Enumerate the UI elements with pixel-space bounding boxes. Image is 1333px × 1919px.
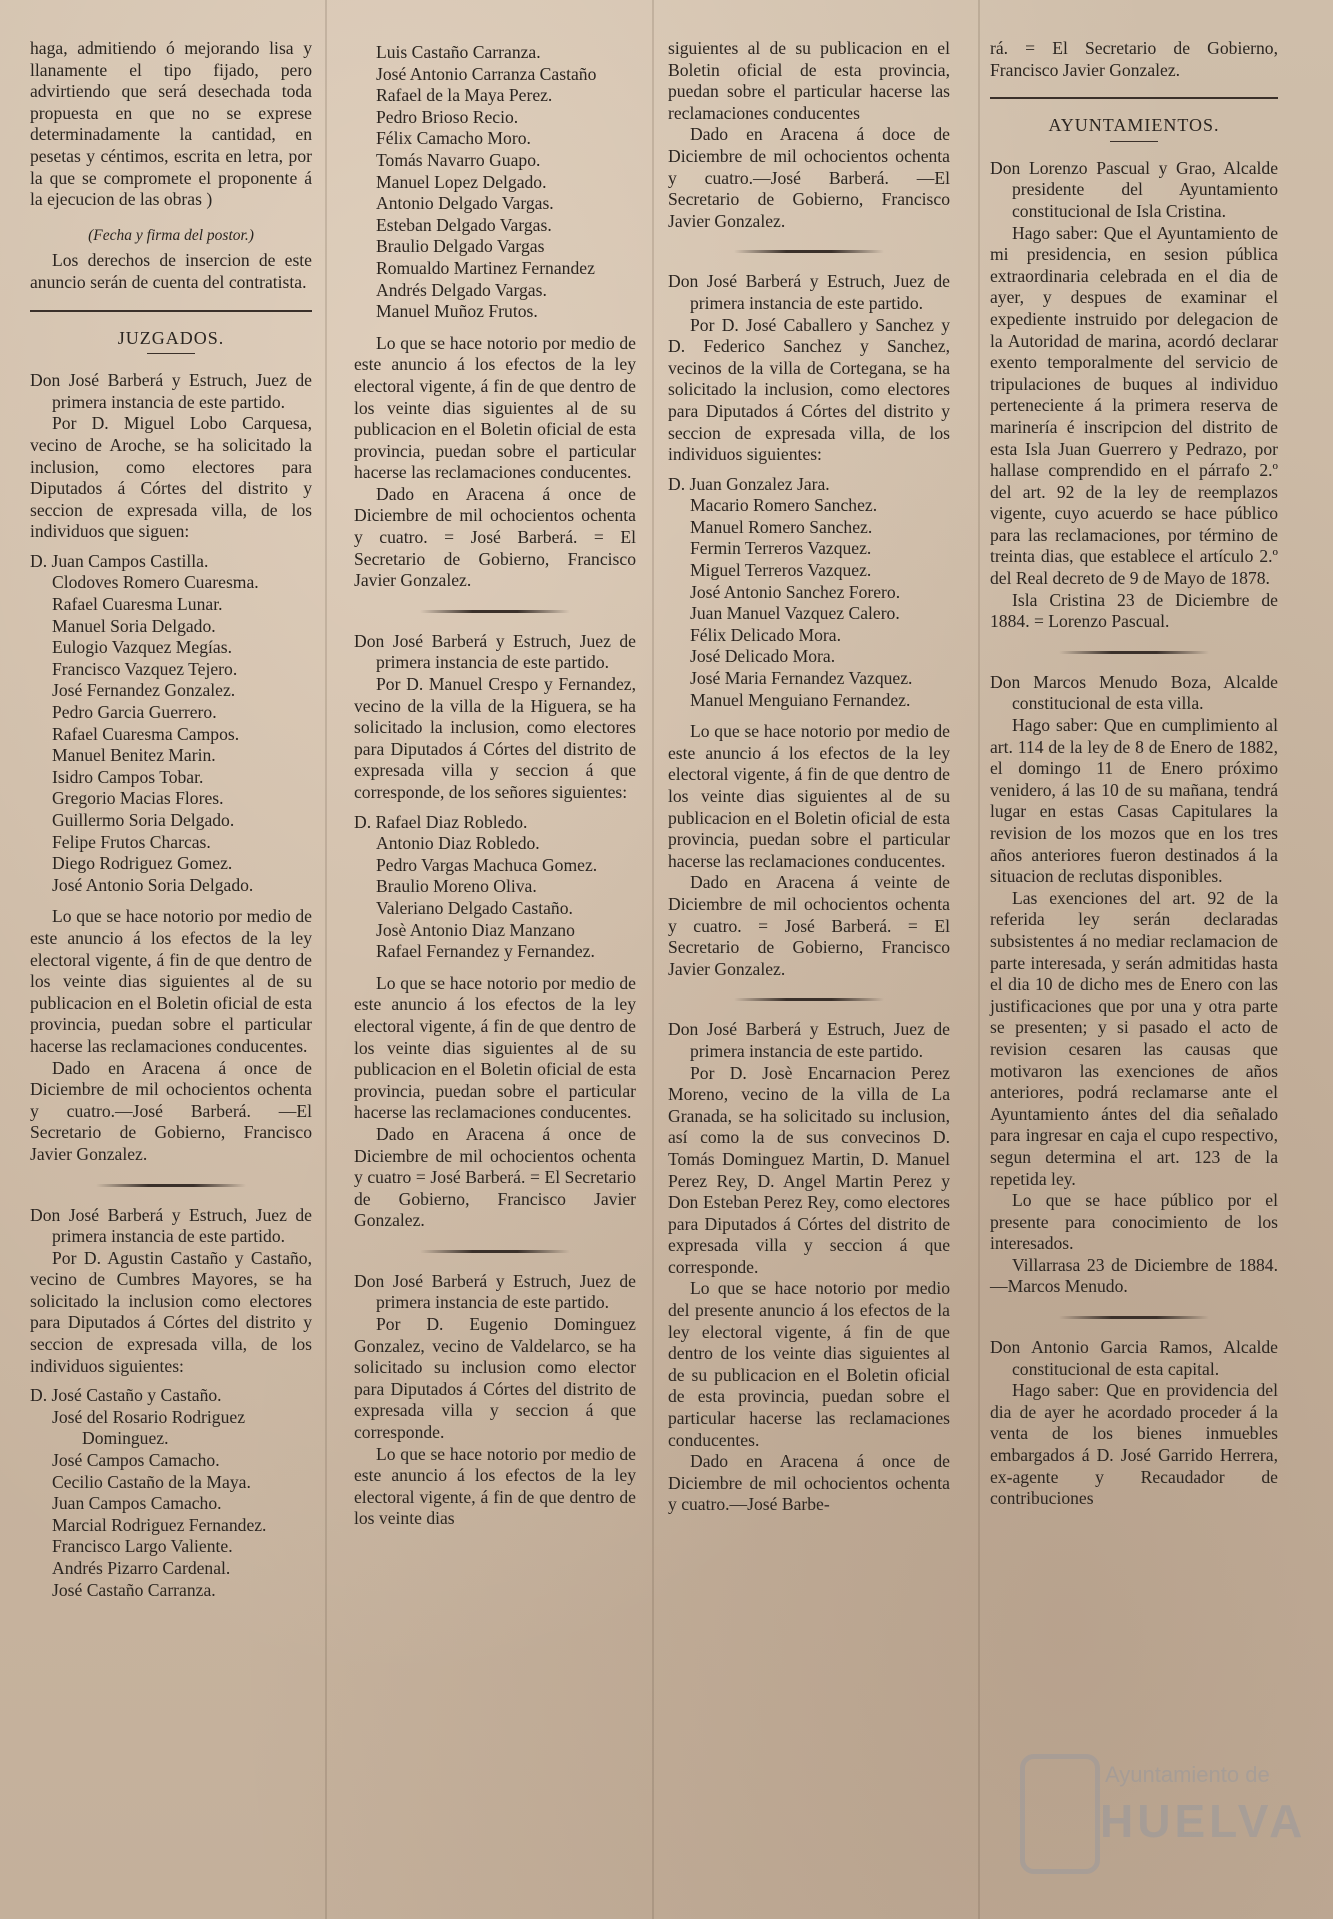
paragraph: Hago saber: Que el Ayuntamiento de mi presidencia, en sesion pública extraordinaria celebrada en el dia de ayer, y despues de examinar el expediente instruido por delegacion de la Autoridad de marina, acordó declarar exento temporalmente del servicio de tripulaciones de buques al individuo perteneciente á la primera reserva de marinería é inscripcion del distrito de esta Isla Juan Guerrero y Pedrazo, por hallase comprendido en el párrafo 2.º del art. 92 de la ley de reemplazos vigente, cuyo acuerdo se hace público para las reclamaciones, por término de treinta dias, que establece el artículo 2.º del Real decreto de 9 de Mayo de 1878.: [990, 222, 1278, 589]
paragraph: Por D. Agustin Castaño y Castaño, vecino de Cumbres Mayores, se ha solicitado la inclusion como electores para Diputados á Córtes del distrito y seccion de expresada villa, de los individuos siguientes:: [30, 1247, 312, 1376]
list-item: José Campos Camacho.: [52, 1450, 220, 1471]
list-item: Manuel Benitez Marin.: [52, 745, 216, 766]
list-item: Pedro Brioso Recio.: [376, 106, 519, 127]
list-item: Luis Castaño Carranza.: [376, 42, 541, 62]
announcement-title: Don José Barberá y Estruch, Juez de primera instancia de este partido.: [30, 370, 312, 412]
date-line: Dado en Aracena á veinte de Diciembre de mil ochocientos ochenta y cuatro. = José Barberá. = El Secretario de Gobierno, Francisco Javier Gonzalez.: [668, 872, 950, 979]
column-divider: [978, 0, 980, 1919]
list-item: Eulogio Vazquez Megías.: [52, 637, 232, 658]
list-item: D. Juan Campos Castilla.: [30, 550, 209, 571]
list-item: Tomás Navarro Guapo.: [376, 149, 541, 170]
list-item: Isidro Campos Tobar.: [52, 766, 204, 787]
column-1: [30, 38, 312, 1611]
paragraph: Por D. Manuel Crespo y Fernandez, vecino de la villa de la Higuera, se ha solicitado la inclusion, como electores para Diputados á Córtes del distrito de expresada villa y seccion á que corresponde, de los señores siguientes:: [354, 674, 636, 802]
ornament-divider: [1059, 1316, 1209, 1319]
announcement-title: Don José Barberá y Estruch, Juez de primera instancia de este partido.: [354, 630, 636, 673]
paragraph: Lo que se hace notorio por medio de este anuncio á los efectos de la ley electoral vigente, á fin de que dentro de los veinte dias siguientes al de su publicacion en el Boletin oficial de esta provincia, puedan sobre el particular hacerse las reclamaciones conducentes.: [30, 906, 312, 1056]
ornament-divider: [1059, 651, 1209, 654]
name-list: [354, 812, 636, 963]
section-rule: [990, 97, 1278, 99]
list-item: Manuel Soria Delgado.: [52, 615, 216, 636]
column-2: [354, 38, 636, 1530]
list-item: D. Rafael Diaz Robledo.: [354, 811, 528, 832]
list-item: Felipe Frutos Charcas.: [52, 831, 211, 852]
paragraph: Lo que se hace público por el presente para conocimiento de los interesados.: [990, 1190, 1278, 1254]
name-list: [354, 42, 636, 323]
watermark-text-small: Ayuntamiento de: [1105, 1762, 1270, 1787]
paragraph: Hago saber: Que en cumplimiento al art. 114 de la ley de 8 de Enero de 1882, el domingo 11 de Enero próximo venidero, á las 10 de su mañana, tendrá lugar en estas Casas Capitulares la revision de los mozos que en los tres años anteriores fueron destinados á la situacion de reclutas disponibles.: [990, 715, 1278, 887]
list-item: José Delicado Mora.: [690, 646, 836, 667]
announcement-title: Don José Barberá y Estruch, Juez de primera instancia de este partido.: [668, 1019, 950, 1061]
list-item: Braulio Delgado Vargas: [376, 236, 545, 257]
paragraph: Lo que se hace notorio por medio de este anuncio á los efectos de la ley electoral vigente, á fin de que dentro de los veinte dias siguientes al de su publicacion en el Boletin oficial de esta provincia, puedan sobre el particular hacerse las reclamaciones conducentes.: [354, 972, 636, 1123]
list-item: Antonio Delgado Vargas.: [376, 193, 554, 214]
ornament-divider: [734, 998, 884, 1001]
paragraph: Lo que se hace notorio por medio de este anuncio á los efectos de la ley electoral vigente, á fin de que dentro de los veinte dias siguientes al de su publicacion en el Boletin oficial de esta provincia, puedan sobre el particular hacerse las reclamaciones conducentes.: [668, 721, 950, 871]
list-item: D. José Castaño y Castaño.: [30, 1385, 222, 1406]
list-item: Macario Romero Sanchez.: [690, 495, 878, 516]
list-item: José Fernandez Gonzalez.: [52, 680, 236, 701]
list-item: José Castaño Carranza.: [52, 1579, 216, 1600]
list-item: Romualdo Martinez Fernandez: [376, 257, 595, 278]
list-item: Gregorio Macias Flores.: [52, 788, 224, 809]
list-item: Rafael Cuaresma Lunar.: [52, 594, 223, 615]
announcement-title: Don José Barberá y Estruch, Juez de primera instancia de este partido.: [668, 271, 950, 313]
column-4: [990, 38, 1278, 1510]
column-divider: [652, 0, 654, 1919]
ornament-divider: [96, 1184, 246, 1187]
heading-underline: [1110, 141, 1158, 142]
list-item: José del Rosario Rodriguez: [52, 1406, 246, 1427]
paragraph: Por D. Eugenio Dominguez Gonzalez, vecino de Valdelarco, se ha solicitado su inclusion como elector para Diputados á Córtes del distrito de expresada villa y seccion á que corresponde.: [354, 1314, 636, 1443]
list-item: Juan Campos Camacho.: [52, 1493, 222, 1514]
list-item: Manuel Menguiano Fernandez.: [690, 689, 911, 710]
section-rule: [30, 310, 312, 312]
paragraph: rá. = El Secretario de Gobierno, Francisco Javier Gonzalez.: [990, 38, 1278, 80]
name-list: [668, 474, 950, 712]
list-item: Clodoves Romero Cuaresma.: [52, 572, 259, 593]
date-line: Isla Cristina 23 de Diciembre de 1884. = Lorenzo Pascual.: [990, 589, 1278, 632]
paragraph: haga, admitiendo ó mejorando lisa y llanamente el tipo fijado, pero advirtiendo que será desechada toda propuesta en que no se exprese determinadamente la cantidad, en pesetas y céntimos, escrita en letra, por la que se compromete el proponente á la ejecucion de las obras ): [30, 38, 312, 210]
announcement-title: Don Antonio Garcia Ramos, Alcalde constitucional de esta capital.: [990, 1337, 1278, 1379]
date-line: Dado en Aracena á doce de Diciembre de mil ochocientos ochenta y cuatro.—José Barberá. —El Secretario de Gobierno, Francisco Javier Gonzalez.: [668, 124, 950, 231]
list-item: Antonio Diaz Robledo.: [376, 833, 540, 854]
paragraph: Por D. Josè Encarnacion Perez Moreno, vecino de la villa de La Granada, se ha solicitado su inclusion, así como la de sus convecinos D. Tomás Dominguez Martin, D. Manuel Perez Rey, D. Angel Martin Perez y Don Esteban Perez Rey, como electores para Diputados á Córtes del distrito de expresada villa y seccion á que corresponde.: [668, 1062, 950, 1277]
list-item: Josè Antonio Diaz Manzano: [376, 919, 575, 940]
list-item: Valeriano Delgado Castaño.: [376, 897, 573, 918]
announcement-title: Don Marcos Menudo Boza, Alcalde constitucional de esta villa.: [990, 671, 1278, 714]
list-item: Pedro Garcia Guerrero.: [52, 702, 217, 723]
list-item: José Antonio Sanchez Forero.: [690, 581, 901, 602]
paragraph: Los derechos de insercion de este anuncio serán de cuenta del contratista.: [30, 250, 312, 292]
name-list: [30, 1385, 312, 1601]
announcement-title: Don José Barberá y Estruch, Juez de primera instancia de este partido.: [354, 1270, 636, 1313]
list-item: Juan Manuel Vazquez Calero.: [690, 603, 900, 624]
list-item: Manuel Muñoz Frutos.: [376, 301, 538, 322]
column-3: [668, 38, 950, 1516]
paragraph: Hago saber: Que en providencia del dia de ayer he acordado proceder á la venta de los bienes inmuebles embargados á D. José Garrido Herrera, ex-agente y Recaudador de contribuciones: [990, 1380, 1278, 1509]
list-item: Fermin Terreros Vazquez.: [690, 538, 872, 559]
list-item: José Maria Fernandez Vazquez.: [690, 668, 913, 689]
column-divider: [325, 0, 327, 1919]
paragraph: Las exenciones del art. 92 de la referida ley serán declaradas subsistentes á no mediar reclamacion de parte interesada, y serán admitidas hasta el dia 10 de dicho mes de Enero con las justificaciones que por una y otra parte se presenten; y si pasado el acto de revision cesaren las causas que motivaron las exenciones de años anteriores, podrá reclamarse ante el Ayuntamiento ántes del dia señalado para ingresar en caja el cupo respectivo, segun determina el art. 123 de la repetida ley.: [990, 887, 1278, 1189]
announcement-title: Don Lorenzo Pascual y Grao, Alcalde presidente del Ayuntamiento constitucional de Isla Cristina.: [990, 157, 1278, 221]
list-item: Braulio Moreno Oliva.: [376, 876, 537, 897]
ornament-divider: [734, 250, 884, 253]
date-line: Dado en Aracena á once de Diciembre de mil ochocientos ochenta y cuatro. = José Barberá. = El Secretario de Gobierno, Francisco Javier Gonzalez.: [354, 483, 636, 591]
list-item: Marcial Rodriguez Fernandez.: [52, 1514, 267, 1535]
ornament-divider: [420, 1250, 570, 1253]
archive-watermark: [1020, 1750, 1320, 1890]
date-line: Dado en Aracena á once de Diciembre de mil ochocientos ochenta y cuatro.—José Barbe-: [668, 1451, 950, 1515]
list-item: Manuel Lopez Delgado.: [376, 171, 547, 192]
name-list: [30, 551, 312, 897]
paragraph: Por D. Miguel Lobo Carquesa, vecino de Aroche, se ha solicitado la inclusion, como electores para Diputados á Córtes del distrito y seccion de expresada villa, de los individuos que siguen:: [30, 413, 312, 542]
list-item: Dominguez.: [82, 1428, 169, 1449]
heading-underline: [147, 353, 195, 354]
paragraph: Por D. José Caballero y Sanchez y D. Federico Sanchez y Sanchez, vecinos de la villa de Cortegana, se ha solicitado la inclusion, como electores para Diputados á Córtes del distrito y seccion de expresada villa, de los individuos siguientes:: [668, 314, 950, 465]
paragraph: Lo que se hace notorio por medio de este anuncio á los efectos de la ley electoral vigente, á fin de que dentro de los veinte dias: [354, 1443, 636, 1529]
paragraph: Lo que se hace notorio por medio de este anuncio á los efectos de la ley electoral vigente, á fin de que dentro de los veinte dias siguientes al de su publicacion en el Boletin oficial de esta provincia, puedan sobre el particular hacerse las reclamaciones conducentes.: [354, 332, 636, 483]
list-item: D. Juan Gonzalez Jara.: [668, 473, 830, 494]
list-item: Rafael Cuaresma Campos.: [52, 723, 240, 744]
list-item: José Antonio Carranza Castaño: [376, 63, 597, 84]
list-item: Rafael Fernandez y Fernandez.: [376, 941, 595, 962]
list-item: Manuel Romero Sanchez.: [690, 516, 873, 537]
list-item: Rafael de la Maya Perez.: [376, 85, 553, 106]
list-item: José Antonio Soria Delgado.: [52, 874, 254, 895]
list-item: Diego Rodriguez Gomez.: [52, 853, 233, 874]
date-line: Dado en Aracena á once de Diciembre de mil ochocientos ochenta y cuatro = José Barberá. = El Secretario de Gobierno, Francisco Javier Gonzalez.: [354, 1123, 636, 1231]
list-item: Guillermo Soria Delgado.: [52, 810, 235, 830]
list-item: Félix Delicado Mora.: [690, 624, 841, 645]
date-line: Dado en Aracena á once de Diciembre de mil ochocientos ochenta y cuatro.—José Barberá. —El Secretario de Gobierno, Francisco Javier Gonzalez.: [30, 1057, 312, 1164]
watermark-text-big: HUELVA: [1100, 1795, 1307, 1847]
ornament-divider: [420, 610, 570, 613]
signature-note: (Fecha y firma del postor.): [88, 226, 254, 244]
list-item: Pedro Vargas Machuca Gomez.: [376, 854, 598, 875]
list-item: Esteban Delgado Vargas.: [376, 214, 552, 235]
list-item: Miguel Terreros Vazquez.: [690, 560, 872, 581]
list-item: Andrés Delgado Vargas.: [376, 279, 547, 300]
section-heading: JUZGADOS.: [117, 327, 225, 348]
date-line: Villarrasa 23 de Diciembre de 1884.—Marcos Menudo.: [990, 1254, 1278, 1297]
list-item: Andrés Pizarro Cardenal.: [52, 1558, 231, 1578]
list-item: Cecilio Castaño de la Maya.: [52, 1471, 251, 1492]
announcement-title: Don José Barberá y Estruch, Juez de primera instancia de este partido.: [30, 1204, 312, 1247]
paragraph: siguientes al de su publicacion en el Boletin oficial de esta provincia, puedan sobre el particular hacerse las reclamaciones conducentes: [668, 38, 950, 123]
list-item: Francisco Vazquez Tejero.: [52, 658, 238, 679]
list-item: Félix Camacho Moro.: [376, 128, 531, 149]
seal-icon: [1020, 1754, 1100, 1874]
paragraph: Lo que se hace notorio por medio del presente anuncio á los efectos de la ley electoral vigente, á fin de que dentro de los veinte dias siguientes al de su publicacion en el Boletin oficial de esta provincia, puedan sobre el particular hacerse las reclamaciones conducentes.: [668, 1278, 950, 1450]
section-heading: AYUNTAMIENTOS.: [1048, 115, 1220, 136]
list-item: Francisco Largo Valiente.: [52, 1536, 233, 1557]
